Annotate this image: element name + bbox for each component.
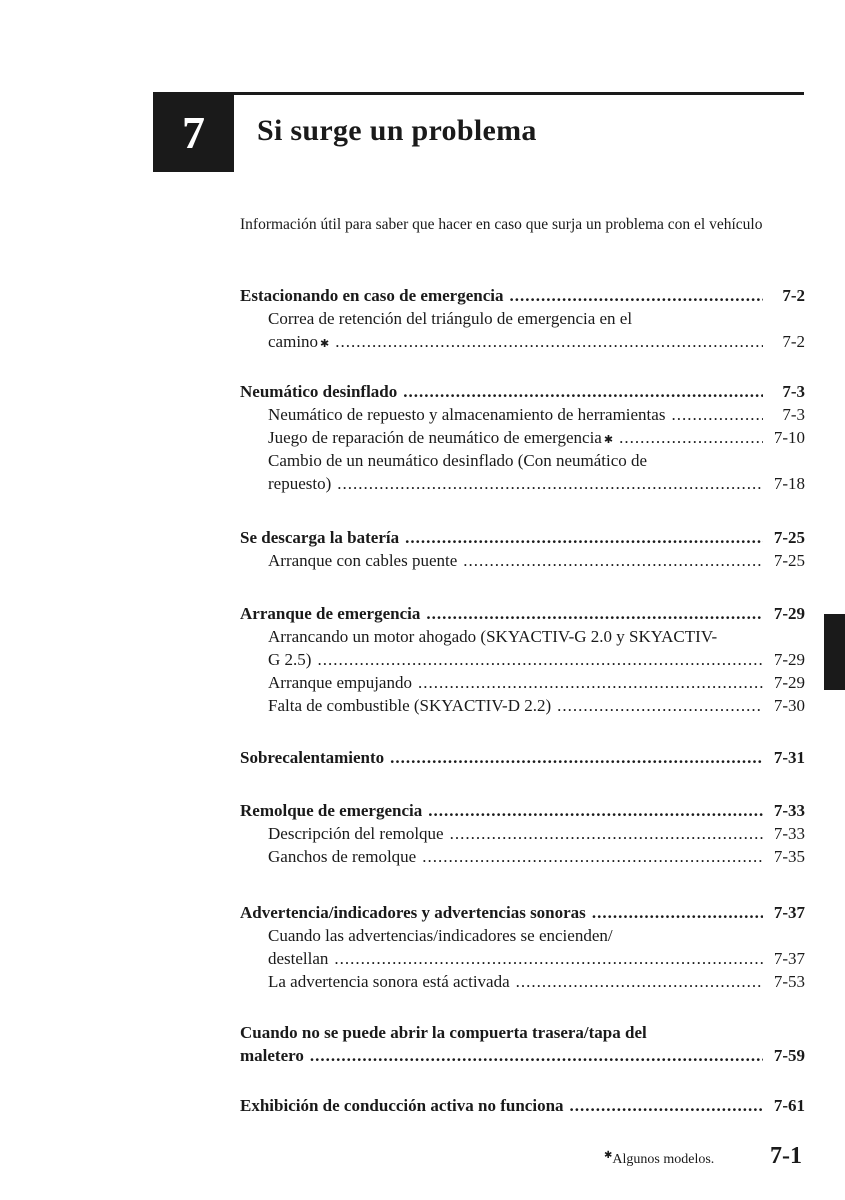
toc-section-title-cont-label: maletero <box>240 1046 304 1065</box>
leader-dots <box>335 330 763 353</box>
footnote <box>604 1150 714 1168</box>
toc-section-title[interactable] <box>240 284 805 307</box>
toc-entry-page: 7-10 <box>773 428 805 447</box>
leader-dots <box>592 901 763 924</box>
toc-entry-page: 7-35 <box>773 847 805 866</box>
chapter-number-box <box>153 92 234 172</box>
toc-entry-cont[interactable] <box>240 330 805 353</box>
toc-section-title-page: 7-25 <box>773 528 805 547</box>
toc-entry-cont-page: 7-29 <box>773 650 805 669</box>
toc-section-title-label: Cuando no se puede abrir la compuerta trasera/tapa del <box>240 1023 647 1042</box>
toc-section-title-label: Advertencia/indicadores y advertencias sonoras <box>240 903 586 922</box>
toc-entry-label: Neumático de repuesto y almacenamiento de herramientas <box>268 405 666 424</box>
toc-entry-label: La advertencia sonora está activada <box>268 972 510 991</box>
toc-section-title-page: 7-33 <box>773 801 805 820</box>
toc-entry-label: Falta de combustible (SKYACTIV-D 2.2) <box>268 696 552 715</box>
toc-entry-cont-label: repuesto) <box>268 474 332 493</box>
toc-entry-cont[interactable] <box>240 947 805 970</box>
leader-dots <box>390 746 763 769</box>
toc-section <box>240 1021 805 1067</box>
toc-entry[interactable] <box>240 970 805 993</box>
leader-dots <box>428 799 763 822</box>
leader-dots <box>463 549 763 572</box>
page-number: 7-1 <box>770 1143 802 1169</box>
leader-dots <box>403 380 763 403</box>
toc-section <box>240 602 805 717</box>
toc-entry[interactable] <box>240 924 805 947</box>
intro-text: Información útil para saber que hacer en caso que surja un problema con el vehículo <box>240 216 763 233</box>
toc-entry-cont-label: destellan <box>268 949 329 968</box>
toc-entry-cont[interactable] <box>240 648 805 671</box>
toc-section-title-label: Remolque de emergencia <box>240 801 423 820</box>
toc-section-title-page: 7-31 <box>773 748 805 767</box>
toc-entry[interactable] <box>240 549 805 572</box>
chapter-title: Si surge un problema <box>257 114 537 147</box>
chapter-thumb-tab <box>824 614 845 690</box>
toc-entry-label: Arrancando un motor ahogado (SKYACTIV-G 2.0 y SKYACTIV- <box>268 627 718 646</box>
chapter-number: 7 <box>182 106 205 158</box>
toc-entry-label: Descripción del remolque <box>268 824 444 843</box>
toc-entry-page: 7-25 <box>773 551 805 570</box>
leader-dots <box>334 947 763 970</box>
toc-entry[interactable] <box>240 845 805 868</box>
toc-entry[interactable] <box>240 449 805 472</box>
toc-entry-label: Arranque empujando <box>268 673 412 692</box>
leader-dots <box>422 845 763 868</box>
toc-section <box>240 526 805 572</box>
leader-dots <box>418 671 763 694</box>
leader-dots <box>516 970 763 993</box>
toc-entry-label: Juego de reparación de neumático de emergencia <box>268 428 602 447</box>
toc-entry[interactable] <box>240 671 805 694</box>
toc-section <box>240 901 805 993</box>
leader-dots <box>570 1094 763 1117</box>
toc-section-title[interactable] <box>240 1021 805 1044</box>
footnote-text: Algunos modelos. <box>612 1152 715 1167</box>
toc-section-title[interactable] <box>240 526 805 549</box>
toc-entry[interactable] <box>240 307 805 330</box>
toc-section-title[interactable] <box>240 1094 805 1117</box>
toc-entry-cont-page: 7-37 <box>773 949 805 968</box>
toc-section <box>240 284 805 353</box>
leader-dots <box>405 526 763 549</box>
leader-dots <box>317 648 763 671</box>
leader-dots <box>619 426 763 449</box>
leader-dots <box>557 694 763 717</box>
leader-dots <box>509 284 763 307</box>
toc-section-title-label: Estacionando en caso de emergencia <box>240 286 504 305</box>
toc-section-title[interactable] <box>240 901 805 924</box>
toc-entry-label: Cambio de un neumático desinflado (Con neumático de <box>268 451 648 470</box>
leader-dots <box>310 1044 763 1067</box>
toc-section <box>240 799 805 868</box>
toc-entry-label: Ganchos de remolque <box>268 847 417 866</box>
toc-entry-cont-page: 7-2 <box>782 332 805 351</box>
toc-section-title[interactable] <box>240 746 805 769</box>
toc-entry-page: 7-29 <box>773 673 805 692</box>
toc-section-title-label: Arranque de emergencia <box>240 604 421 623</box>
leader-dots <box>337 472 763 495</box>
toc-section-title-label: Sobrecalentamiento <box>240 748 385 767</box>
toc-entry[interactable] <box>240 822 805 845</box>
leader-dots <box>450 822 763 845</box>
toc-entry[interactable] <box>240 625 805 648</box>
star-marker: ✱ <box>320 338 330 350</box>
toc-entry-page: 7-33 <box>773 824 805 843</box>
header-rule <box>234 92 804 95</box>
star-marker: ✱ <box>603 434 614 446</box>
toc-entry[interactable] <box>240 694 805 717</box>
toc-section-title-label: Neumático desinflado <box>240 382 398 401</box>
toc-section-title-cont[interactable] <box>240 1044 805 1067</box>
toc-section-title[interactable] <box>240 602 805 625</box>
toc-entry-label: Arranque con cables puente <box>268 551 458 570</box>
toc-section-title-page: 7-37 <box>773 903 805 922</box>
toc-section-title[interactable] <box>240 380 805 403</box>
toc-entry[interactable] <box>240 426 805 449</box>
toc-section-title-page: 7-2 <box>782 286 805 305</box>
toc-section <box>240 1094 805 1117</box>
toc-section-title-label: Exhibición de conducción activa no funciona <box>240 1096 564 1115</box>
footnote-star: ✱ <box>604 1150 613 1161</box>
toc-entry-page: 7-3 <box>782 405 805 424</box>
toc-section-title-page: 7-29 <box>773 604 805 623</box>
toc-entry-label: Cuando las advertencias/indicadores se encienden/ <box>268 926 613 945</box>
toc-entry-label: Correa de retención del triángulo de emergencia en el <box>268 309 633 328</box>
toc-entry-cont-label: G 2.5) <box>268 650 312 669</box>
toc-section-title-cont-page: 7-59 <box>773 1046 805 1065</box>
toc-entry-cont-page: 7-18 <box>773 474 805 493</box>
toc-section-title-page: 7-3 <box>782 382 805 401</box>
leader-dots <box>426 602 763 625</box>
toc-section-title-label: Se descarga la batería <box>240 528 400 547</box>
toc-entry-page: 7-30 <box>773 696 805 715</box>
toc-section <box>240 380 805 495</box>
leader-dots <box>671 403 763 426</box>
toc-entry-cont-label: camino <box>268 332 319 351</box>
toc-section <box>240 746 805 769</box>
toc-entry[interactable] <box>240 403 805 426</box>
toc-section-title[interactable] <box>240 799 805 822</box>
toc-entry-page: 7-53 <box>773 972 805 991</box>
toc-entry-cont[interactable] <box>240 472 805 495</box>
toc-section-title-page: 7-61 <box>773 1096 805 1115</box>
